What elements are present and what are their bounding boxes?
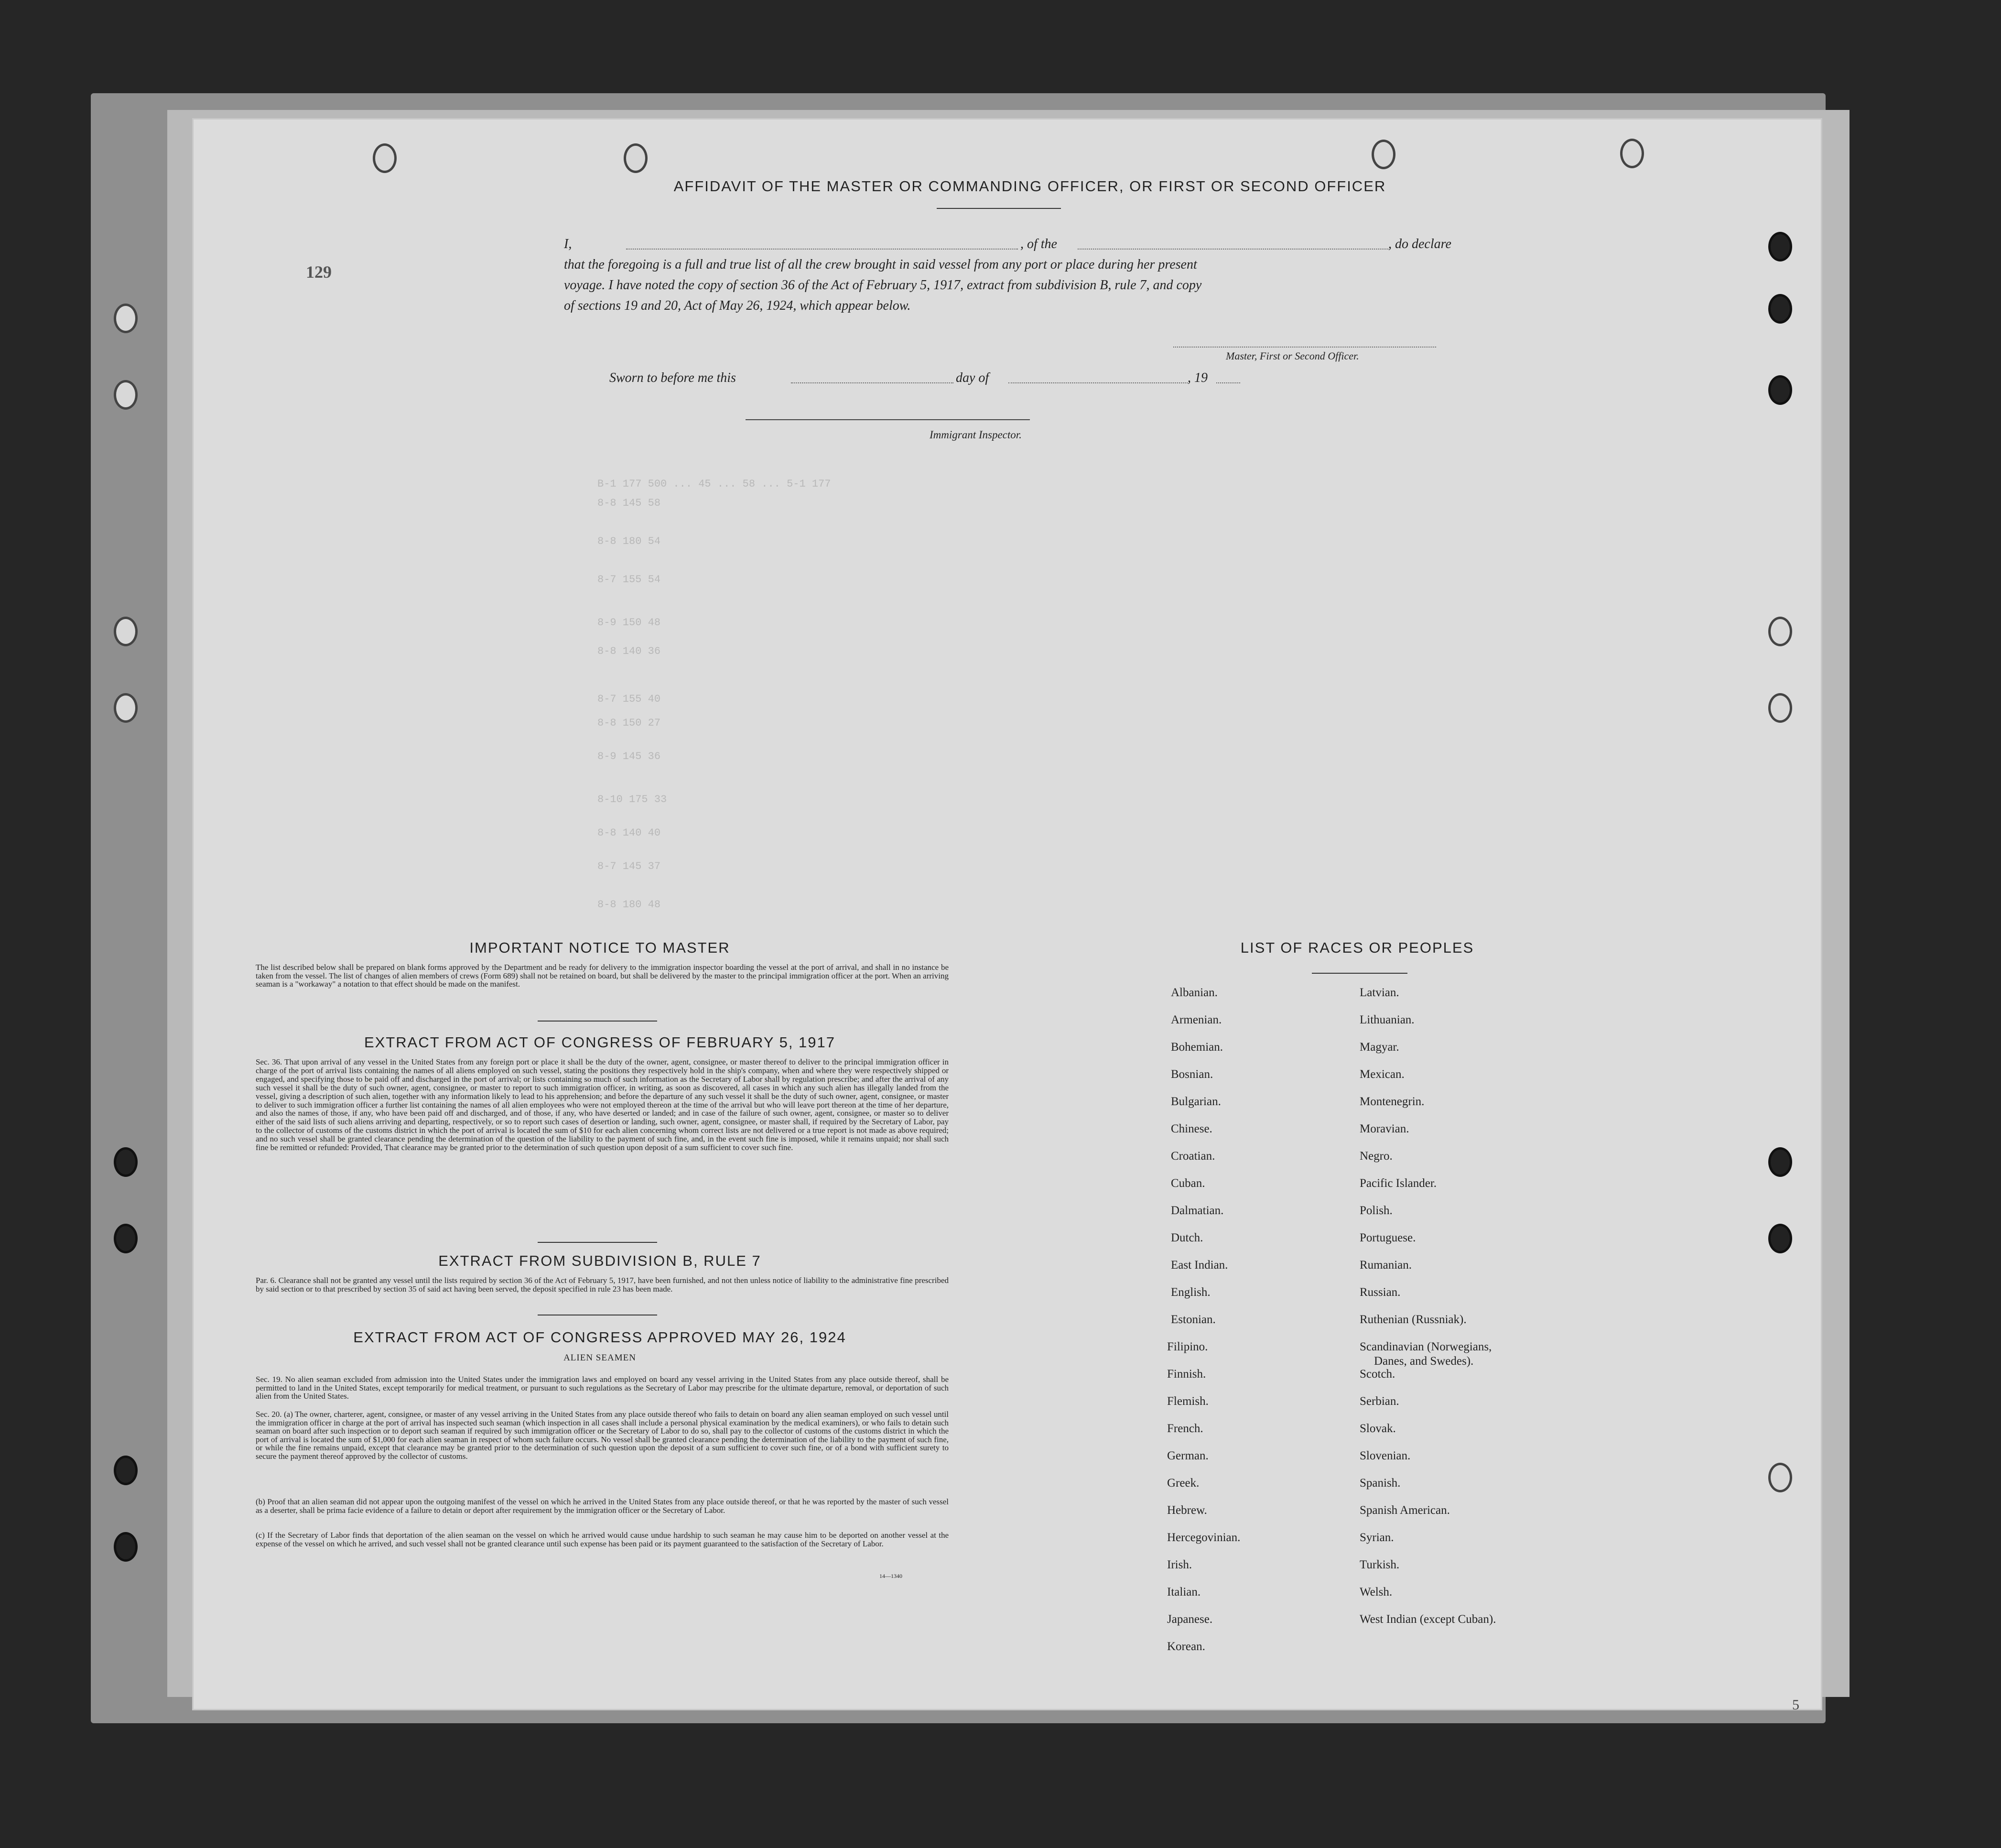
section-19-text: Sec. 19. No alien seaman excluded from admission into the United States under the immigration laws and employed on board any vessel arriving in the United States from any place outside thereof, shall be permitted to land in the United States, except temporarily for medical treatment, or pursuant to such regulations as the Secretary of Labor may prescribe for the ultimate departure, removal, or deportation of such alien from the United States. [256, 1375, 949, 1401]
race-item: Slovak. [1360, 1422, 1396, 1435]
manifest-sheet [194, 120, 1821, 1709]
punch-hole-icon [1768, 693, 1792, 723]
race-item: Pacific Islander. [1360, 1177, 1437, 1190]
bleed-through-text: 8-7 155 40 [597, 693, 661, 705]
punch-hole-icon [1768, 1224, 1792, 1253]
race-item: English. [1171, 1286, 1211, 1299]
race-item: Irish. [1167, 1558, 1192, 1571]
bleed-through-text: 8-7 145 37 [597, 860, 661, 872]
day-of-label: day of [956, 370, 989, 385]
extract-1924-title: EXTRACT FROM ACT OF CONGRESS APPROVED MAY 26, 1924 [353, 1329, 846, 1346]
punch-hole-icon [1768, 1147, 1792, 1177]
sworn-day-field[interactable] [791, 382, 953, 383]
race-item: Mexican. [1360, 1068, 1405, 1081]
inspector-signature-label: Immigrant Inspector. [930, 429, 1022, 441]
bleed-through-text: 8-9 150 48 [597, 617, 661, 629]
divider [538, 1021, 657, 1022]
corner-mark: 5 [1792, 1697, 1799, 1713]
divider [538, 1242, 657, 1243]
punch-hole-icon [373, 143, 397, 173]
race-item: Slovenian. [1360, 1449, 1411, 1462]
form-number: 14—1340 [879, 1573, 902, 1579]
affidavit-do-declare: , do declare [1388, 237, 1451, 251]
race-item: Montenegrin. [1360, 1095, 1425, 1108]
bleed-through-text: 8-8 145 58 [597, 497, 661, 509]
affidavit-line4: of sections 19 and 20, Act of May 26, 1924, which appear below. [564, 298, 911, 313]
race-item: Finnish. [1167, 1368, 1206, 1381]
punch-hole-icon [1768, 617, 1792, 646]
race-item: Ruthenian (Russniak). [1360, 1313, 1467, 1326]
race-item: Flemish. [1167, 1395, 1209, 1408]
punch-hole-icon [1768, 375, 1792, 405]
affidavit-line3: voyage. I have noted the copy of section 36 of the Act of February 5, 1917, extract from subdivision B, rule 7, and copy [564, 278, 1202, 293]
race-item: Turkish. [1360, 1558, 1400, 1571]
master-signature-label: Master, First or Second Officer. [1226, 350, 1359, 362]
race-item: Bulgarian. [1171, 1095, 1221, 1108]
sworn-label: Sworn to before me this [609, 370, 736, 385]
extract-1917-title: EXTRACT FROM ACT OF CONGRESS OF FEBRUARY 5, 1917 [364, 1034, 836, 1051]
punch-hole-icon [114, 380, 138, 410]
race-item: Serbian. [1360, 1395, 1399, 1408]
race-item: Scotch. [1360, 1368, 1395, 1381]
race-item: Latvian. [1360, 986, 1399, 999]
divider [937, 208, 1061, 209]
affidavit-title: AFFIDAVIT OF THE MASTER OR COMMANDING OFFICER, OR FIRST OR SECOND OFFICER [673, 178, 1386, 195]
divider [1312, 973, 1407, 974]
bleed-through-text: 8-9 145 36 [597, 750, 661, 762]
race-item: Filipino. [1167, 1340, 1208, 1353]
sworn-month-field[interactable] [1008, 382, 1188, 383]
punch-hole-icon [1620, 139, 1644, 168]
race-item: West Indian (except Cuban). [1360, 1613, 1496, 1626]
race-item: East Indian. [1171, 1259, 1228, 1272]
race-item: Armenian. [1171, 1013, 1222, 1026]
punch-hole-icon [114, 1224, 138, 1253]
punch-hole-icon [1768, 1463, 1792, 1492]
race-item: Rumanian. [1360, 1259, 1412, 1272]
bleed-through-text: 8-8 180 48 [597, 899, 661, 911]
vessel-field[interactable] [1078, 249, 1388, 250]
bleed-through-text: 8-8 150 27 [597, 717, 661, 729]
punch-hole-icon [114, 693, 138, 723]
race-item: Korean. [1167, 1640, 1205, 1653]
race-item: Spanish American. [1360, 1504, 1450, 1517]
bleed-through-text: 8-8 140 40 [597, 827, 661, 839]
subdivision-text: Par. 6. Clearance shall not be granted any vessel until the lists required by section 36 of the Act of February 5, 1917, have been furnished, and not then unless notice of liability to the administrative fine prescribed by said section or to that prescribed by section 35 of said act having been served, the deposit specified in rule 23 has been made. [256, 1276, 949, 1294]
race-item: Italian. [1167, 1586, 1201, 1598]
race-item: French. [1167, 1422, 1203, 1435]
race-item: Moravian. [1360, 1122, 1409, 1135]
affidavit-line2: that the foregoing is a full and true list of all the crew brought in said vessel from any port or place during her present [564, 257, 1197, 272]
race-item: Japanese. [1167, 1613, 1213, 1626]
punch-hole-icon [1372, 140, 1395, 169]
race-item: Albanian. [1171, 986, 1218, 999]
race-item: Estonian. [1171, 1313, 1216, 1326]
race-item: Dutch. [1171, 1231, 1203, 1244]
race-item: Spanish. [1360, 1477, 1401, 1489]
master-signature-field[interactable] [1173, 347, 1436, 348]
race-item: Welsh. [1360, 1586, 1393, 1598]
punch-hole-icon [624, 143, 648, 173]
punch-hole-icon [114, 1532, 138, 1562]
bleed-through-text: 8-7 155 54 [597, 574, 661, 586]
race-item: Bosnian. [1171, 1068, 1213, 1081]
race-item: Chinese. [1171, 1122, 1212, 1135]
race-item: Hercegovinian. [1167, 1531, 1241, 1544]
race-item: Magyar. [1360, 1041, 1399, 1054]
extract-1917-text: Sec. 36. That upon arrival of any vessel in the United States from any foreign port or place it shall be the duty of the owner, agent, consignee, or master thereof to deliver to the principal immigration officer in charge of the port of arrival lists containing the names of all aliens employed on such vessel, stating the positions they respectively hold in the ship's company, when and where they were respectively shipped or engaged, and specifying those to be paid off and discharged in the port of arrival; or lists containing so much of such information as the Secretary of Labor shall by regulation prescribe; and after the arrival of any such vessel it shall be the duty of such owner, agent, consignee, or master to report to such immigration officer, in writing, as soon as discovered, all cases in which any such alien has illegally landed from the vessel, giving a description of such alien, together with any information likely to lead to his apprehension; and before the departure of any such vessel it shall be the duty of such owner, agent, consignee, or master to deliver to such immigration officer a further list containing the names of all alien employees who were not employed thereon at the time of the arrival but who will leave port thereon at the time of her departure, and also the names of those, if any, who have been paid off and discharged, and of those, if any, who have deserted or landed; and in case of the failure of such owner, agent, consignee, or master so to deliver either of the said lists of such aliens arriving and departing, respectively, or so to report such cases of desertion or landing, such owner, agent, consignee, or master shall, if required by the Secretary of Labor, pay to the collector of customs of the customs district in which the port of arrival is located the sum of $10 for each alien concerning whom correct lists are not delivered or a true report is not made as above required; and no such vessel shall be granted clearance pending the determination of the question of the liability to the payment of such fine, and, in the event such fine is imposed, while it remains unpaid; nor shall such fine be remitted or refunded: Provided, That clearance may be granted prior to the determination of such question upon deposit of a sum sufficient to cover such fine. [256, 1057, 949, 1152]
race-item: German. [1167, 1449, 1209, 1462]
punch-hole-icon [114, 617, 138, 646]
races-title: LIST OF RACES OR PEOPLES [1240, 939, 1474, 956]
bleed-through-text: 8-10 175 33 [597, 794, 667, 805]
punch-hole-icon [114, 304, 138, 333]
bleed-through-text: 8-8 180 54 [597, 535, 661, 547]
race-item: Hebrew. [1167, 1504, 1207, 1517]
race-item: Portuguese. [1360, 1231, 1416, 1244]
race-item: Cuban. [1171, 1177, 1205, 1190]
affidavit-i: I, [564, 237, 572, 251]
subdivision-title: EXTRACT FROM SUBDIVISION B, RULE 7 [438, 1252, 761, 1269]
race-item: Russian. [1360, 1286, 1401, 1299]
section-20c-text: (c) If the Secretary of Labor finds that deportation of the alien seaman on the vessel on which he arrived would cause undue hardship to such seaman he may cause him to be deported on another vessel at the expense of the vessel on which he arrived, and such vessel shall not be granted clearance until such expense has been paid or its payment guaranteed to the satisfaction of the Secretary of Labor. [256, 1531, 949, 1548]
race-item: Lithuanian. [1360, 1013, 1415, 1026]
race-item: Syrian. [1360, 1531, 1394, 1544]
margin-mark: 129 [306, 262, 332, 282]
affidavit-of-the: , of the [1020, 237, 1057, 251]
section-20b-text: (b) Proof that an alien seaman did not appear upon the outgoing manifest of the vessel on which he arrived in the United States from any place outside thereof, or that he was reported by the master of such vessel as a deserter, shall be prima facie evidence of a failure to detain or deport after requirement by the immigration officer or the Secretary of Labor. [256, 1497, 949, 1515]
inspector-signature-field[interactable] [746, 419, 1030, 420]
notice-text: The list described below shall be prepared on blank forms approved by the Department and be ready for delivery to the immigration inspector boarding the vessel at the port of arrival, and shall in no instance be taken from the vessel. The list of changes of alien members of crews (Form 689) shall not be retained on board, but shall be delivered by the master to the principal immigration officer at the port. When an arriving seaman is a "workaway" a notation to that effect should be made on the manifest. [256, 963, 949, 989]
race-item: Dalmatian. [1171, 1204, 1224, 1217]
punch-hole-icon [1768, 232, 1792, 261]
race-item: Greek. [1167, 1477, 1200, 1489]
race-item: Croatian. [1171, 1150, 1215, 1163]
race-item: Negro. [1360, 1150, 1393, 1163]
sworn-year-field[interactable] [1216, 382, 1240, 383]
punch-hole-icon [114, 1456, 138, 1485]
punch-hole-icon [114, 1147, 138, 1177]
notice-title: IMPORTANT NOTICE TO MASTER [469, 939, 730, 956]
race-item: Scandinavian (Norwegians, [1360, 1340, 1492, 1353]
bleed-through-text: 8-8 140 36 [597, 645, 661, 657]
extract-1924-subtitle: ALIEN SEAMEN [563, 1353, 636, 1363]
race-item: Bohemian. [1171, 1041, 1223, 1054]
section-20a-text: Sec. 20. (a) The owner, charterer, agent, consignee, or master of any vessel arriving in the United States from any place outside thereof who fails to detain on board any alien seaman employed on such vessel until the immigration officer in charge at the port of arrival has inspected such seaman (which inspection in all cases shall include a personal physical examination by the medical examiners), or who fails to detain such seaman on board after such inspection or to deport such seaman if required by such immigration officer or the Secretary of Labor to do so, shall pay to the collector of customs of the customs district in which the port of arrival is located the sum of $1,000 for each alien seaman in respect of whom such failure occurs. No vessel shall be granted clearance pending the determination of the liability to the payment of such fine, or while the fine remains unpaid, except that clearance may be granted prior to the determination of such question upon the deposit of a sum sufficient to cover such fine, or of a bond with sufficient surety to secure the payment thereof approved by the collector of customs. [256, 1410, 949, 1461]
race-item: Danes, and Swedes). [1374, 1355, 1474, 1368]
punch-hole-icon [1768, 294, 1792, 324]
race-item: Polish. [1360, 1204, 1393, 1217]
year-label: , 19 [1188, 370, 1208, 385]
name-field[interactable] [626, 249, 1018, 250]
bleed-through-text: B-1 177 500 ... 45 ... 58 ... 5-1 177 [597, 478, 831, 490]
